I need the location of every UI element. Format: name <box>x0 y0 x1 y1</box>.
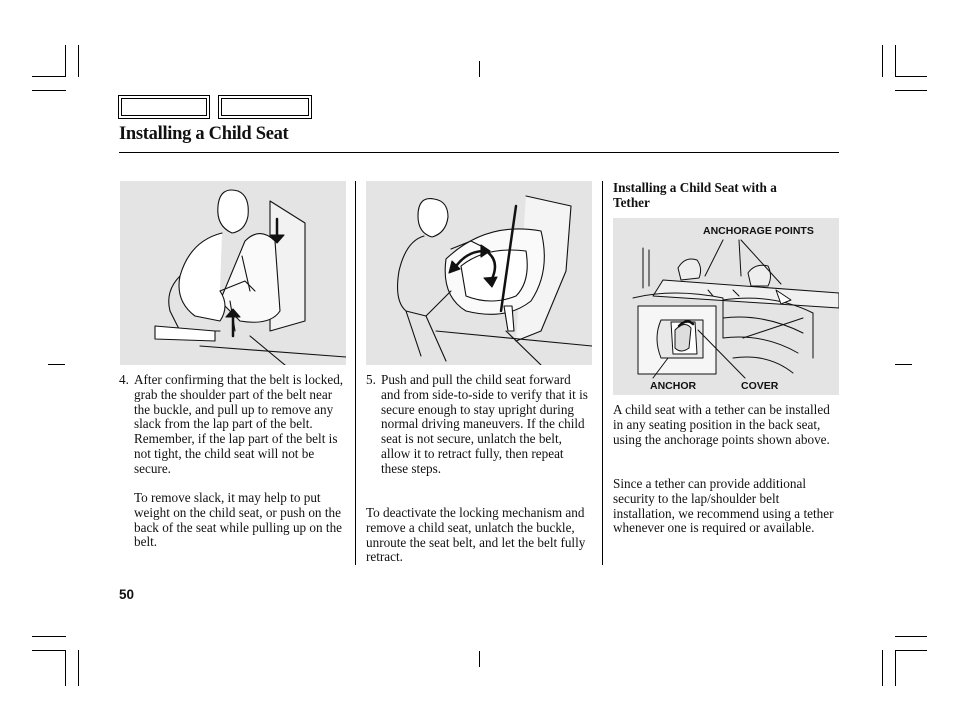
deactivate-locking-note: To deactivate the locking mechanism and remove a child seat, unlatch the buckle, unroute the seat belt, and let the belt fully retract. <box>366 505 586 565</box>
remove-slack-note: To remove slack, it may help to put weight on the child seat, or push on the back of the seat while pulling up on the belt. <box>134 490 343 550</box>
page-title: Installing a Child Seat <box>119 124 289 144</box>
page-number: 50 <box>119 587 135 602</box>
column-divider-2 <box>602 181 603 565</box>
label-anchor: ANCHOR <box>650 380 697 392</box>
step-number-4: 4. <box>119 372 129 387</box>
diagram-anchorage-points <box>613 218 839 395</box>
tether-paragraph-2: Since a tether can provide additional security to the lap/shoulder belt installation, we recommend using a tether whenever one is required or available. <box>613 476 834 536</box>
step-number-5: 5. <box>366 372 376 387</box>
header-tab-right <box>218 95 312 119</box>
header-tab-left <box>118 95 210 119</box>
column-divider-1 <box>355 181 356 565</box>
title-rule <box>119 152 839 153</box>
label-anchorage-points: ANCHORAGE POINTS <box>703 225 814 237</box>
illustration-push-pull-seat <box>366 181 592 365</box>
tether-subheading: Installing a Child Seat with a Tether <box>613 180 777 210</box>
label-cover: COVER <box>741 380 779 392</box>
step-4-text: After confirming that the belt is locked, grab the shoulder part of the belt near the buckle, and pull up to remove any slack from the lap part of the belt. Remember, if the lap part of the belt is not tight, the child seat will not be secure. <box>134 372 344 476</box>
step-5-text: Push and pull the child seat forward and from side-to-side to verify that it is secure enough to stay upright during normal driving maneuvers. If the child seat is not secure, unlatch the belt, allow it to retract fully, then repeat these steps. <box>381 372 588 476</box>
illustration-remove-slack <box>120 181 346 365</box>
tether-paragraph-1: A child seat with a tether can be installed in any seating position in the back seat, using the anchorage points shown above. <box>613 402 830 447</box>
